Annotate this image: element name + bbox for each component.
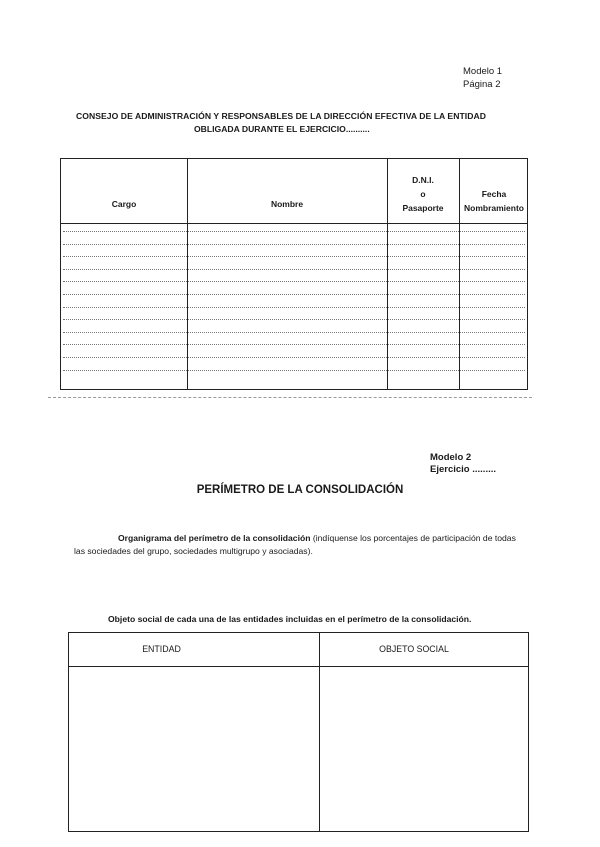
section-title: PERÍMETRO DE LA CONSOLIDACIÓN bbox=[196, 484, 404, 496]
header-entidad: ENTIDAD bbox=[142, 644, 181, 654]
header-divider bbox=[61, 223, 527, 224]
header-fecha bbox=[459, 187, 529, 215]
page-label: Página 2 bbox=[463, 79, 501, 90]
table-row bbox=[63, 294, 525, 295]
header-fecha-line-2: Nombramiento bbox=[464, 203, 524, 213]
table-row bbox=[63, 332, 525, 333]
header-nombre: Nombre bbox=[270, 199, 304, 209]
table-row bbox=[63, 256, 525, 257]
table-row bbox=[63, 370, 525, 371]
table-row bbox=[63, 231, 525, 232]
model-label-2: Modelo 2 bbox=[430, 452, 472, 463]
org-chart-instructions bbox=[74, 532, 524, 558]
header-objeto-social: OBJETO SOCIAL bbox=[379, 644, 449, 654]
header-dni-line-2: o bbox=[420, 189, 426, 199]
table-row bbox=[63, 357, 525, 358]
header-cargo: Cargo bbox=[111, 199, 137, 209]
header-dni bbox=[387, 173, 459, 215]
table-row bbox=[63, 319, 525, 320]
org-chart-note: (indíquense los porcentajes de participación de todas las sociedades del grupo, sociedades multigrupo y asociadas). bbox=[74, 533, 516, 556]
header-fecha-line-1: Fecha bbox=[481, 189, 507, 199]
table-row bbox=[63, 344, 525, 345]
section-title-line-2: OBLIGADA DURANTE EL EJERCICIO.......... bbox=[194, 124, 370, 134]
entities-table bbox=[68, 632, 529, 832]
table-row bbox=[63, 269, 525, 270]
model-label: Modelo 1 bbox=[463, 66, 503, 77]
column-divider bbox=[319, 633, 320, 831]
table-row bbox=[63, 244, 525, 245]
objeto-social-intro: Objeto social de cada una de las entidades incluidas en el perímetro de la consolidación. bbox=[108, 614, 472, 624]
header-dni-line-1: D.N.I. bbox=[412, 175, 434, 185]
column-divider bbox=[187, 159, 188, 389]
board-members-table bbox=[60, 158, 528, 390]
org-chart-heading: Organigrama del perímetro de la consolidación bbox=[118, 533, 311, 543]
scan-artifact-line bbox=[48, 397, 532, 398]
header-divider bbox=[69, 666, 528, 667]
table-row bbox=[63, 281, 525, 282]
exercise-label: Ejercicio ......... bbox=[430, 464, 496, 475]
section-title-line-1: CONSEJO DE ADMINISTRACIÓN Y RESPONSABLES DE LA DIRECCIÓN EFECTIVA DE LA ENTIDAD bbox=[76, 111, 486, 121]
header-dni-line-3: Pasaporte bbox=[402, 203, 444, 213]
table-row bbox=[63, 307, 525, 308]
